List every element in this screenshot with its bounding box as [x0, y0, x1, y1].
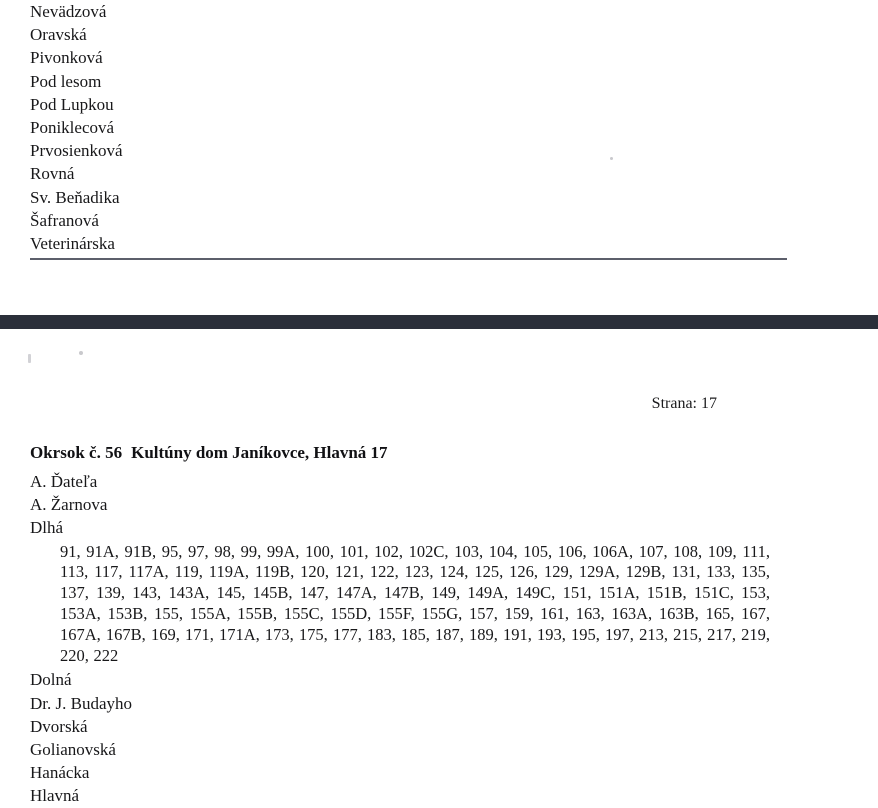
district-heading	[30, 443, 388, 463]
list-item: Dvorská	[30, 716, 88, 736]
list-item: Rovná	[30, 164, 75, 184]
page-separator-bar	[0, 315, 878, 329]
list-item: Pod lesom	[30, 71, 102, 91]
list-item: Šafranová	[30, 210, 99, 230]
list-item: Sv. Beňadika	[30, 187, 120, 207]
district-number: Okrsok č. 56	[30, 443, 123, 462]
list-item: Oravská	[30, 25, 87, 45]
scan-artifact	[610, 157, 613, 160]
scan-artifact	[28, 354, 31, 363]
list-item: Hanácka	[30, 763, 90, 783]
street-list	[0, 0, 878, 255]
list-item: Nevädzová	[30, 2, 107, 21]
previous-page-street-list-section	[0, 0, 878, 255]
list-item: Veterinárska	[30, 234, 115, 254]
house-numbers-block: 91, 91A, 91B, 95, 97, 98, 99, 99A, 100, 101, 102, 102C, 103, 104, 105, 106, 106A, 107, 108, 109, 111, 113, 117, 117A, 119, 119A, 119B, 120, 121, 122, 123, 124, 125, 126, 129, 129A, 129B, 131, 133, 135, 137, 139, 143, 143A, 145, 145B, 147, 147A, 147B, 149, 149A, 149C, 151, 151A, 151B, 151C, 153, 153A, 153B, 155, 155A, 155B, 155C, 155D, 155F, 155G, 157, 159, 161, 163, 163A, 163B, 165, 167, 167A, 167B, 169, 171, 171A, 173, 175, 177, 183, 185, 187, 189, 191, 193, 195, 197, 213, 215, 217, 219, 220, 222	[60, 541, 770, 665]
list-item: Dr. J. Budayho	[30, 693, 132, 713]
list-item: Dolná	[30, 670, 72, 690]
list-item: A. Žarnova	[30, 495, 108, 515]
list-item: Pod Lupkou	[30, 94, 114, 114]
list-item: Pivonková	[30, 48, 103, 68]
district-venue: Kultúny dom Janíkovce, Hlavná 17	[131, 443, 388, 462]
list-item: A. Ďateľa	[30, 472, 98, 491]
list-item: Prvosienková	[30, 141, 123, 161]
list-item: Poniklecová	[30, 118, 115, 138]
list-item: Golianovská	[30, 740, 116, 759]
scan-artifact	[79, 351, 83, 355]
list-item: Hlavná	[30, 786, 80, 806]
district-street-list	[0, 470, 878, 808]
horizontal-rule	[30, 258, 787, 260]
page-number: Strana: 17	[651, 395, 717, 412]
list-item: Dlhá	[30, 518, 64, 538]
